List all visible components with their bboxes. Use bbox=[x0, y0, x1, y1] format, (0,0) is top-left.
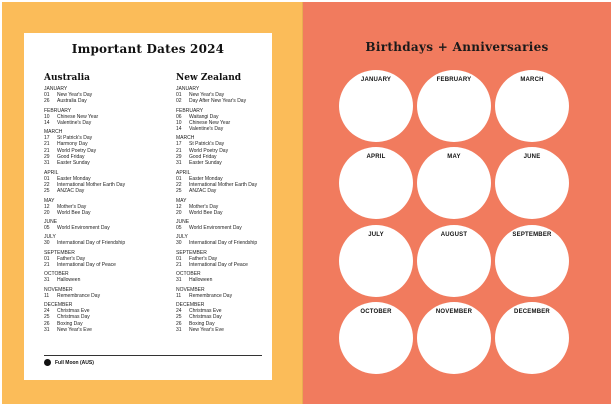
right-page bbox=[303, 2, 611, 404]
entry-event: ANZAC Day bbox=[189, 188, 217, 195]
entry-day: 10 bbox=[176, 119, 182, 126]
legend-divider bbox=[44, 355, 262, 356]
date-entry bbox=[44, 120, 172, 126]
entry-day: 29 bbox=[44, 154, 50, 161]
entry-day: 22 bbox=[176, 181, 182, 188]
date-entry bbox=[176, 225, 270, 231]
month-circle-september bbox=[495, 225, 569, 297]
entry-day: 21 bbox=[176, 147, 182, 154]
month-circle-august bbox=[417, 225, 491, 297]
month-label: MAY bbox=[176, 197, 187, 204]
entry-day: 05 bbox=[176, 225, 182, 232]
month-label: JULY bbox=[44, 234, 56, 241]
month-label: MARCH bbox=[44, 129, 63, 136]
date-entry bbox=[176, 293, 270, 299]
date-entry bbox=[176, 188, 270, 194]
month-block bbox=[176, 135, 270, 166]
entry-day: 01 bbox=[176, 255, 182, 262]
month-circle-label: DECEMBER bbox=[514, 309, 550, 315]
entry-day: 21 bbox=[176, 262, 182, 269]
date-entry bbox=[176, 210, 270, 216]
date-entry bbox=[44, 277, 172, 283]
month-label: MAY bbox=[44, 197, 55, 204]
entry-day: 11 bbox=[44, 292, 50, 299]
entry-day: 31 bbox=[176, 160, 182, 167]
month-circle-october bbox=[339, 302, 413, 374]
entry-event: World Bee Day bbox=[189, 209, 223, 216]
month-block bbox=[44, 234, 172, 246]
month-label: SEPTEMBER bbox=[176, 249, 207, 256]
entry-event: Easter Monday bbox=[57, 175, 91, 182]
month-circle-february bbox=[417, 70, 491, 142]
entry-day: 21 bbox=[44, 262, 50, 269]
entry-event: Valentine's Day bbox=[189, 126, 224, 133]
month-block bbox=[44, 129, 172, 166]
entry-event: Christmas Day bbox=[189, 314, 222, 321]
month-block bbox=[176, 198, 270, 217]
entry-day: 20 bbox=[176, 209, 182, 216]
month-block bbox=[176, 271, 270, 283]
entry-day: 17 bbox=[44, 135, 50, 142]
entry-day: 29 bbox=[176, 154, 182, 161]
entry-event: International Day of Friendship bbox=[189, 240, 258, 247]
entry-day: 26 bbox=[44, 98, 50, 105]
month-block bbox=[176, 234, 270, 246]
entry-day: 31 bbox=[176, 326, 182, 333]
entry-day: 17 bbox=[176, 141, 182, 148]
entry-event: Remembrance Day bbox=[57, 292, 101, 299]
month-block bbox=[176, 219, 270, 231]
entry-event: Father's Day bbox=[189, 255, 218, 262]
full-moon-legend bbox=[44, 359, 94, 366]
entry-day: 05 bbox=[44, 225, 50, 232]
month-circle-may bbox=[417, 147, 491, 219]
entry-day: 01 bbox=[44, 175, 50, 182]
month-circle-label: APRIL bbox=[366, 154, 386, 160]
month-label: OCTOBER bbox=[176, 271, 201, 278]
entry-event: Halloween bbox=[189, 277, 213, 284]
entry-event: International Day of Friendship bbox=[57, 240, 126, 247]
month-block bbox=[176, 108, 270, 133]
month-circle-november bbox=[417, 302, 491, 374]
month-circle-label: MAY bbox=[447, 154, 461, 160]
entry-event: Chinese New Year bbox=[189, 119, 231, 126]
entry-day: 20 bbox=[44, 209, 50, 216]
australia-heading: Australia bbox=[44, 73, 90, 83]
entry-day: 12 bbox=[176, 203, 182, 210]
new-zealand-dates-list bbox=[176, 86, 270, 333]
entry-day: 31 bbox=[44, 326, 50, 333]
month-circle-december bbox=[495, 302, 569, 374]
entry-event: Remembrance Day bbox=[189, 292, 233, 299]
entry-event: International Mother Earth Day bbox=[57, 181, 126, 188]
entry-day: 14 bbox=[44, 119, 50, 126]
full-moon-legend-label: Full Moon (AUS) bbox=[55, 359, 94, 366]
month-block bbox=[176, 302, 270, 333]
month-label: FEBRUARY bbox=[176, 107, 204, 114]
month-block bbox=[44, 170, 172, 195]
entry-event: Boxing Day bbox=[57, 320, 83, 327]
entry-day: 31 bbox=[176, 277, 182, 284]
entry-event: Good Friday bbox=[57, 154, 85, 161]
month-block bbox=[176, 287, 270, 299]
entry-day: 31 bbox=[44, 160, 50, 167]
month-label: NOVEMBER bbox=[44, 286, 73, 293]
new-zealand-heading: New Zealand bbox=[176, 73, 242, 83]
entry-event: Mother's Day bbox=[57, 203, 87, 210]
date-entry bbox=[44, 98, 172, 104]
month-circle-label: JANUARY bbox=[360, 77, 392, 83]
entry-event: St Patrick's Day bbox=[57, 135, 93, 142]
entry-day: 21 bbox=[44, 141, 50, 148]
month-label: JANUARY bbox=[176, 86, 200, 92]
date-entry bbox=[176, 240, 270, 246]
month-circle-label: NOVEMBER bbox=[435, 309, 473, 315]
entry-event: New Year's Eve bbox=[57, 326, 92, 333]
month-label: JUNE bbox=[44, 219, 58, 226]
entry-event: World Environment Day bbox=[57, 225, 110, 232]
month-circle-label: JUNE bbox=[523, 154, 541, 160]
month-label: JANUARY bbox=[44, 86, 68, 92]
entry-event: Mother's Day bbox=[189, 203, 219, 210]
month-block bbox=[44, 198, 172, 217]
date-entry bbox=[176, 98, 270, 104]
entry-day: 24 bbox=[44, 307, 50, 314]
month-block bbox=[44, 108, 172, 127]
entry-day: 01 bbox=[44, 92, 50, 98]
entry-day: 25 bbox=[176, 314, 182, 321]
birthdays-title: Birthdays + Anniversaries bbox=[365, 40, 549, 54]
month-block bbox=[176, 86, 270, 105]
entry-event: ANZAC Day bbox=[57, 188, 85, 195]
month-label: NOVEMBER bbox=[176, 286, 205, 293]
entry-event: Halloween bbox=[57, 277, 81, 284]
month-circle-label: SEPTEMBER bbox=[512, 232, 552, 238]
entry-day: 02 bbox=[176, 98, 182, 105]
month-label: OCTOBER bbox=[44, 271, 69, 278]
month-circle-label: AUGUST bbox=[440, 232, 468, 238]
entry-day: 24 bbox=[176, 307, 182, 314]
entry-day: 11 bbox=[176, 292, 182, 299]
month-label: MARCH bbox=[176, 135, 195, 142]
month-label: SEPTEMBER bbox=[44, 249, 75, 256]
date-entry bbox=[44, 293, 172, 299]
entry-day: 01 bbox=[44, 255, 50, 262]
entry-day: 30 bbox=[44, 240, 50, 247]
entry-event: Boxing Day bbox=[189, 320, 215, 327]
entry-event: Valentine's Day bbox=[57, 119, 92, 126]
month-block bbox=[44, 302, 172, 333]
month-block bbox=[44, 86, 172, 105]
month-block bbox=[44, 287, 172, 299]
month-circle-april bbox=[339, 147, 413, 219]
month-label: JULY bbox=[176, 234, 188, 241]
full-moon-dot-icon bbox=[44, 359, 51, 366]
entry-event: World Environment Day bbox=[189, 225, 242, 232]
date-entry bbox=[44, 160, 172, 166]
entry-day: 01 bbox=[176, 175, 182, 182]
date-entry bbox=[44, 240, 172, 246]
entry-event: New Year's Day bbox=[189, 92, 225, 98]
entry-event: Waitangi Day bbox=[189, 113, 219, 120]
entry-day: 25 bbox=[44, 314, 50, 321]
month-label: APRIL bbox=[176, 169, 191, 176]
entry-event: Easter Monday bbox=[189, 175, 223, 182]
entry-day: 01 bbox=[176, 92, 182, 98]
month-circle-july bbox=[339, 225, 413, 297]
entry-day: 22 bbox=[44, 181, 50, 188]
month-label: DECEMBER bbox=[44, 301, 73, 308]
date-entry bbox=[176, 277, 270, 283]
entry-day: 25 bbox=[176, 188, 182, 195]
entry-event: New Year's Day bbox=[57, 92, 93, 98]
important-dates-card bbox=[24, 33, 272, 380]
month-label: JUNE bbox=[176, 219, 190, 226]
australia-dates-list bbox=[44, 86, 172, 333]
entry-event: Christmas Day bbox=[57, 314, 90, 321]
entry-event: Father's Day bbox=[57, 255, 86, 262]
entry-event: Day After New Year's Day bbox=[189, 98, 247, 105]
planner-spread bbox=[2, 2, 611, 404]
date-entry bbox=[44, 225, 172, 231]
month-block bbox=[44, 219, 172, 231]
month-circle-label: OCTOBER bbox=[360, 309, 392, 315]
entry-event: World Poetry Day bbox=[57, 147, 97, 154]
entry-day: 26 bbox=[44, 320, 50, 327]
entry-event: World Bee Day bbox=[57, 209, 91, 216]
date-entry bbox=[176, 262, 270, 268]
date-entry bbox=[176, 160, 270, 166]
left-page bbox=[2, 2, 303, 404]
date-entry bbox=[44, 262, 172, 268]
date-entry bbox=[44, 188, 172, 194]
entry-day: 31 bbox=[44, 277, 50, 284]
new-zealand-column bbox=[176, 73, 270, 336]
entry-day: 14 bbox=[176, 126, 182, 133]
australia-column bbox=[44, 73, 172, 336]
month-block bbox=[176, 170, 270, 195]
month-circle-march bbox=[495, 70, 569, 142]
important-dates-title: Important Dates 2024 bbox=[71, 42, 225, 56]
date-entry bbox=[44, 327, 172, 333]
month-circle-june bbox=[495, 147, 569, 219]
month-circle-january bbox=[339, 70, 413, 142]
entry-day: 26 bbox=[176, 320, 182, 327]
date-entry bbox=[176, 327, 270, 333]
month-label: FEBRUARY bbox=[44, 107, 72, 114]
date-entry bbox=[44, 210, 172, 216]
entry-event: Easter Sunday bbox=[189, 160, 222, 167]
entry-day: 10 bbox=[44, 113, 50, 120]
entry-event: Christmas Eve bbox=[189, 307, 222, 314]
entry-event: Easter Sunday bbox=[57, 160, 90, 167]
month-label: DECEMBER bbox=[176, 301, 205, 308]
date-entry bbox=[176, 126, 270, 132]
entry-event: Christmas Eve bbox=[57, 307, 90, 314]
entry-event: Harmony Day bbox=[57, 141, 88, 148]
month-circle-label: FEBRUARY bbox=[436, 77, 472, 83]
month-circle-label: MARCH bbox=[520, 77, 544, 83]
entry-event: International Mother Earth Day bbox=[189, 181, 258, 188]
month-block bbox=[176, 250, 270, 269]
entry-event: World Poetry Day bbox=[189, 147, 229, 154]
month-block bbox=[44, 271, 172, 283]
entry-event: Chinese New Year bbox=[57, 113, 99, 120]
entry-day: 21 bbox=[44, 147, 50, 154]
entry-day: 30 bbox=[176, 240, 182, 247]
entry-day: 25 bbox=[44, 188, 50, 195]
month-circle-label: JULY bbox=[368, 232, 384, 238]
entry-event: International Day of Peace bbox=[189, 262, 248, 269]
month-block bbox=[44, 250, 172, 269]
entry-event: International Day of Peace bbox=[57, 262, 116, 269]
entry-event: Good Friday bbox=[189, 154, 217, 161]
entry-day: 12 bbox=[44, 203, 50, 210]
entry-event: Australia Day bbox=[57, 98, 87, 105]
entry-event: St Patrick's Day bbox=[189, 141, 225, 148]
entry-event: New Year's Eve bbox=[189, 326, 224, 333]
entry-day: 06 bbox=[176, 113, 182, 120]
month-label: APRIL bbox=[44, 169, 59, 176]
